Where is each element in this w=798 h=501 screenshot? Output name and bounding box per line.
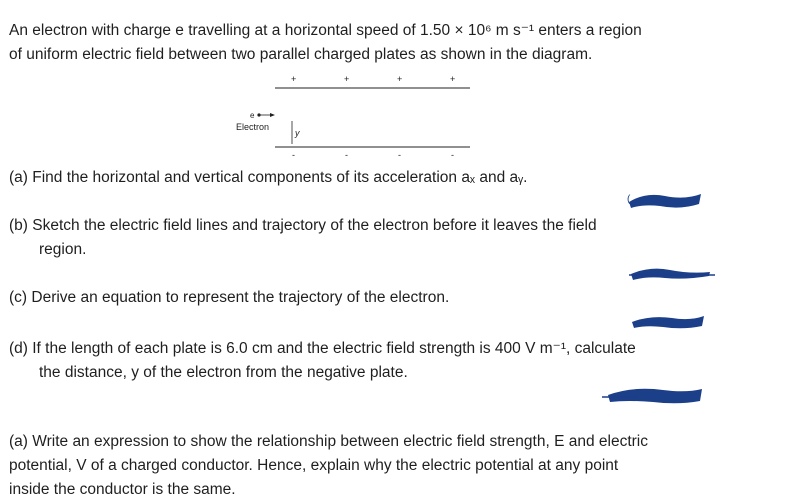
part2-line-1: (a) Write an expression to show the relationship between electric field strength, E and electric: [9, 433, 648, 450]
question-a: (a) Find the horizontal and vertical components of its acceleration aₓ and aᵧ.: [9, 169, 528, 186]
plus-sign: +: [344, 74, 350, 84]
part2-line-3: inside the conductor is the same.: [9, 481, 236, 498]
question-d-line-1: (d) If the length of each plate is 6.0 cm and the electric field strength is 400 V m⁻¹, calculate: [9, 340, 636, 357]
electron-symbol: e: [250, 111, 255, 120]
marks-scribble-c: [628, 310, 708, 332]
electron-label: Electron: [236, 122, 270, 132]
question-c: (c) Derive an equation to represent the trajectory of the electron.: [9, 289, 450, 306]
minus-sign: -: [292, 150, 295, 160]
marks-scribble-a: [625, 190, 705, 214]
minus-sign: -: [451, 150, 454, 160]
minus-sign: -: [345, 150, 348, 160]
intro-line-1: An electron with charge e travelling at a horizontal speed of 1.50 × 10⁶ m s⁻¹ enters a region: [9, 22, 642, 39]
svg-text:(: (: [627, 194, 631, 205]
question-b-line-2: region.: [39, 241, 87, 258]
plus-sign: +: [397, 74, 403, 84]
part2-line-2: potential, V of a charged conductor. Hence, explain why the electric potential at any point: [9, 457, 619, 474]
parallel-plates-diagram: [0, 0, 798, 170]
plus-sign: +: [291, 74, 297, 84]
velocity-arrowhead: [270, 113, 275, 117]
y-label: y: [295, 128, 300, 138]
plus-sign: +: [450, 74, 456, 84]
marks-scribble-b: [625, 262, 717, 284]
question-d-line-2: the distance, y of the electron from the negative plate.: [39, 364, 408, 381]
intro-line-2: of uniform electric field between two parallel charged plates as shown in the diagram.: [9, 46, 593, 63]
question-b-line-1: (b) Sketch the electric field lines and trajectory of the electron before it leaves the field: [9, 217, 597, 234]
minus-sign: -: [398, 150, 401, 160]
marks-scribble-d: [598, 383, 708, 407]
